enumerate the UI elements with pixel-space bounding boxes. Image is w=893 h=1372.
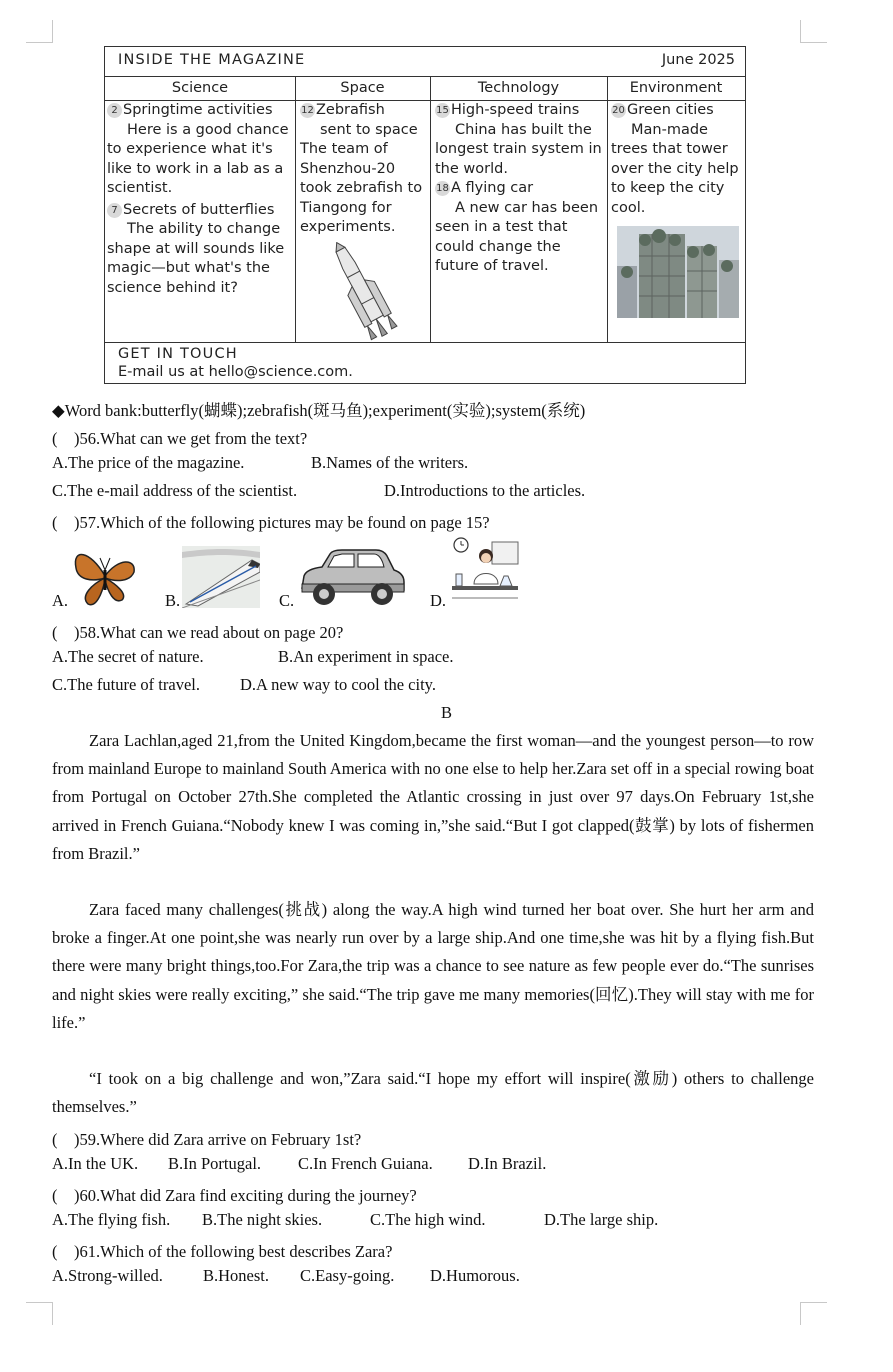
column-heading-environment: Environment bbox=[607, 76, 745, 101]
q61-option-b: B.Honest. bbox=[203, 1266, 269, 1285]
q60-option-c: C.The high wind. bbox=[370, 1210, 486, 1229]
crop-mark-top-left bbox=[26, 20, 53, 43]
page-number-badge: 20 bbox=[612, 105, 625, 116]
article-description: A new car has been seen in a test that could change the future of travel. bbox=[435, 199, 599, 274]
environment-column bbox=[611, 101, 743, 325]
article-description: sent to space The team of Shenzhou-20 took zebrafish to Tiangong for experiments. bbox=[300, 121, 423, 235]
footer-title: GET IN TOUCH bbox=[118, 346, 238, 362]
q61-option-c: C.Easy-going. bbox=[300, 1266, 395, 1285]
technology-column bbox=[435, 101, 605, 277]
q60-option-a: A.The flying fish. bbox=[52, 1210, 171, 1229]
q57-option-a: A. bbox=[52, 591, 69, 610]
question-59-stem: ( )59.Where did Zara arrive on February 1st? bbox=[52, 1130, 362, 1149]
question-58-stem: ( )58.What can we read about on page 20? bbox=[52, 623, 344, 642]
page-number-badge: 15 bbox=[436, 105, 449, 116]
q56-option-c: C.The e-mail address of the scientist. bbox=[52, 481, 298, 500]
article-description: Man-made trees that tower over the city help to keep the city cool. bbox=[611, 121, 739, 216]
article-title: 2 Springtime activities bbox=[107, 101, 293, 121]
passage-b-label: B bbox=[440, 703, 452, 722]
q59-option-d: D.In Brazil. bbox=[468, 1154, 547, 1173]
q61-option-a: A.Strong-willed. bbox=[52, 1266, 163, 1285]
q58-option-b: B.An experiment in space. bbox=[278, 647, 454, 666]
rocket-image bbox=[318, 242, 408, 342]
q57-option-c: C. bbox=[279, 591, 295, 610]
footer-email: E-mail us at hello@science.com. bbox=[118, 364, 353, 380]
butterfly-image bbox=[70, 540, 140, 610]
article-description: The ability to change shape at will sounds like magic—but what's the science behind it? bbox=[107, 221, 285, 296]
q60-option-d: D.The large ship. bbox=[544, 1210, 659, 1229]
magazine-header bbox=[105, 47, 745, 77]
passage-b-paragraph-1: Zara Lachlan,aged 21,from the United Kingdom,became the first woman—and the youngest person—to row from mainland Europe to mainland South America with no one else to help her.Zara set off in a special rowing boat from Portugal on October 27th.She completed the Atlantic crossing in just over 97 days.On February 1st,she arrived in French Guiana.“Nobody knew I was coming in,”she said.“But I got clapped(鼓掌) by lots of fishermen from Brazil.” bbox=[52, 731, 814, 863]
column-heading-space: Space bbox=[295, 76, 430, 101]
column-divider bbox=[430, 76, 431, 342]
q56-option-b: B.Names of the writers. bbox=[311, 453, 469, 472]
space-column bbox=[300, 101, 426, 348]
q59-option-c: C.In French Guiana. bbox=[298, 1154, 433, 1173]
column-divider bbox=[295, 76, 296, 342]
column-heading-science: Science bbox=[105, 76, 295, 101]
q56-option-d: D.Introductions to the articles. bbox=[384, 481, 586, 500]
q58-option-a: A.The secret of nature. bbox=[52, 647, 204, 666]
article-title: 18 A flying car bbox=[436, 180, 534, 196]
article-description: China has built the longest train system in the world. bbox=[435, 121, 602, 177]
magazine-date: June 2025 bbox=[661, 52, 735, 68]
magazine-footer bbox=[105, 342, 745, 384]
question-60-stem: ( )60.What did Zara find exciting during the journey? bbox=[52, 1186, 417, 1205]
question-57-stem: ( )57.Which of the following pictures may be found on page 15? bbox=[52, 513, 490, 532]
scientist-lab-image bbox=[448, 536, 520, 608]
article-title: 7 Secrets of butterflies bbox=[107, 201, 293, 221]
page-number-badge: 7 bbox=[107, 203, 122, 218]
column-divider bbox=[607, 76, 608, 342]
magazine-contents-table bbox=[104, 46, 746, 384]
q57-option-d: D. bbox=[430, 591, 447, 610]
q58-option-d: D.A new way to cool the city. bbox=[240, 675, 436, 694]
crop-mark-bottom-right bbox=[800, 1302, 827, 1325]
page-number-badge: 2 bbox=[107, 103, 122, 118]
question-61-stem: ( )61.Which of the following best describes Zara? bbox=[52, 1242, 393, 1261]
article-title: 12 Zebrafish bbox=[301, 102, 385, 118]
q59-option-a: A.In the UK. bbox=[52, 1154, 139, 1173]
q56-option-a: A.The price of the magazine. bbox=[52, 453, 245, 472]
q57-option-b: B. bbox=[165, 591, 181, 610]
crop-mark-bottom-left bbox=[26, 1302, 53, 1325]
magazine-title: INSIDE THE MAGAZINE bbox=[118, 52, 306, 68]
article-title: 20 Green cities bbox=[612, 102, 714, 118]
crop-mark-top-right bbox=[800, 20, 827, 43]
question-56-stem: ( )56.What can we get from the text? bbox=[52, 429, 308, 448]
high-speed-train-image bbox=[182, 546, 260, 608]
q58-option-c: C.The future of travel. bbox=[52, 675, 200, 694]
passage-b-paragraph-3: “I took on a big challenge and won,”Zara said.“I hope my effort will inspire(激励) others to challenge themselves.” bbox=[52, 1069, 814, 1117]
green-city-image bbox=[617, 226, 739, 318]
q59-option-b: B.In Portugal. bbox=[168, 1154, 262, 1173]
word-bank: ◆Word bank:butterfly(蝴蝶);zebrafish(斑马鱼);experiment(实验);system(系统) bbox=[52, 401, 586, 420]
car-image bbox=[296, 548, 408, 610]
page-number-badge: 12 bbox=[301, 105, 314, 116]
q60-option-b: B.The night skies. bbox=[202, 1210, 323, 1229]
q61-option-d: D.Humorous. bbox=[430, 1266, 520, 1285]
science-column bbox=[107, 101, 293, 298]
page-number-badge: 18 bbox=[436, 183, 449, 194]
passage-b-paragraph-2: Zara faced many challenges(挑战) along the way.A high wind turned her boat over. She hurt her arm and broke a finger.At one point,she was nearly run over by a large ship.And one time,she was hit by a flying fish.But there were many bright things,too.For Zara,the trip was a chance to see nature as few people ever do.“The sunrises and night skies were really exciting,” she said.“The trip gave me many memories(回忆).They will stay with me for life.” bbox=[52, 900, 814, 1032]
column-heading-technology: Technology bbox=[430, 76, 607, 101]
article-description: Here is a good chance to experience what it's like to work in a lab as a scientist. bbox=[107, 121, 289, 196]
article-title: 15 High-speed trains bbox=[436, 102, 580, 118]
